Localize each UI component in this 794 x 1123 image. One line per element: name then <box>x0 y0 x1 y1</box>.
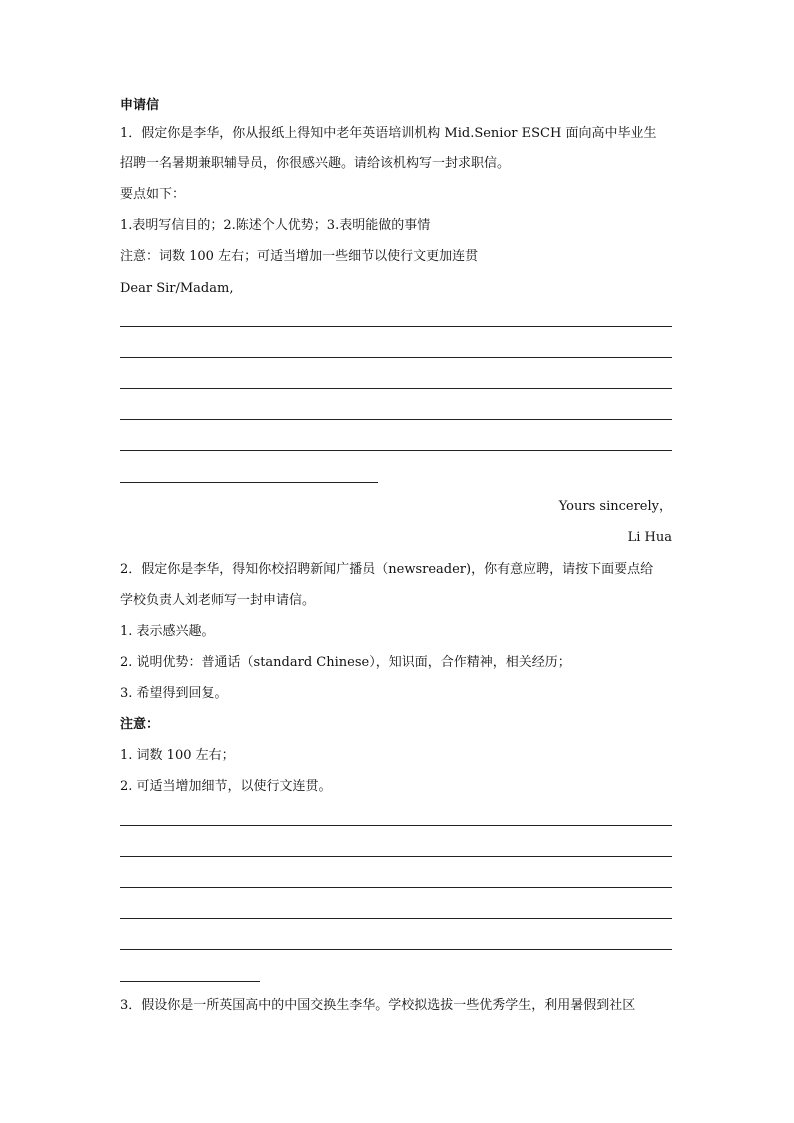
q2-item-2: 2. 说明优势：普通话（standard Chinese），知识面，合作精神，相关经历； <box>120 655 571 670</box>
q2-prompt-line-1: 2．假定你是李华，得知你校招聘新闻广播员（newsreader)，你有意应聘，请按下面要点给 <box>120 562 654 577</box>
q1-answer-line <box>120 419 672 420</box>
q1-signature: Li Hua <box>627 530 672 545</box>
q2-item-3: 3. 希望得到回复。 <box>120 686 228 701</box>
q1-prompt-line-1: 1．假定你是李华，你从报纸上得知中老年英语培训机构 Mid.Senior ESCH 面向高中毕业生 <box>120 126 657 141</box>
q2-answer-line <box>120 918 672 919</box>
q1-note: 注意：词数 100 左右；可适当增加一些细节以使行文更加连贯 <box>120 249 479 264</box>
q1-closing: Yours sincerely， <box>558 499 672 514</box>
q2-answer-line <box>120 825 672 826</box>
q2-note-heading: 注意： <box>120 717 160 732</box>
q2-answer-line <box>120 856 672 857</box>
q3-prompt-line-1: 3．假设你是一所英国高中的中国交换生李华。学校拟选拔一些优秀学生，利用暑假到社区 <box>120 998 636 1013</box>
q1-prompt-line-2: 招聘一名暑期兼职辅导员，你很感兴趣。请给该机构写一封求职信。 <box>120 156 511 171</box>
q1-answer-line <box>120 388 672 389</box>
q2-item-1: 1. 表示感兴趣。 <box>120 624 215 639</box>
section-title: 申请信 <box>120 98 160 113</box>
q2-note-2: 2. 可适当增加细节，以使行文连贯。 <box>120 779 332 794</box>
q2-note-1: 1. 词数 100 左右； <box>120 748 235 763</box>
q1-salutation: Dear Sir/Madam, <box>120 281 234 296</box>
q1-answer-line-short <box>120 482 378 483</box>
q2-answer-line <box>120 949 672 950</box>
q1-answer-line <box>120 357 672 358</box>
q2-answer-line <box>120 887 672 888</box>
q1-answer-line <box>120 326 672 327</box>
q1-points: 1.表明写信目的；2.陈述个人优势；3.表明能做的事情 <box>120 218 431 233</box>
q1-points-heading: 要点如下： <box>120 187 186 202</box>
q2-prompt-line-2: 学校负责人刘老师写一封申请信。 <box>120 593 316 608</box>
q2-answer-line-short <box>120 981 260 982</box>
q1-answer-line <box>120 450 672 451</box>
